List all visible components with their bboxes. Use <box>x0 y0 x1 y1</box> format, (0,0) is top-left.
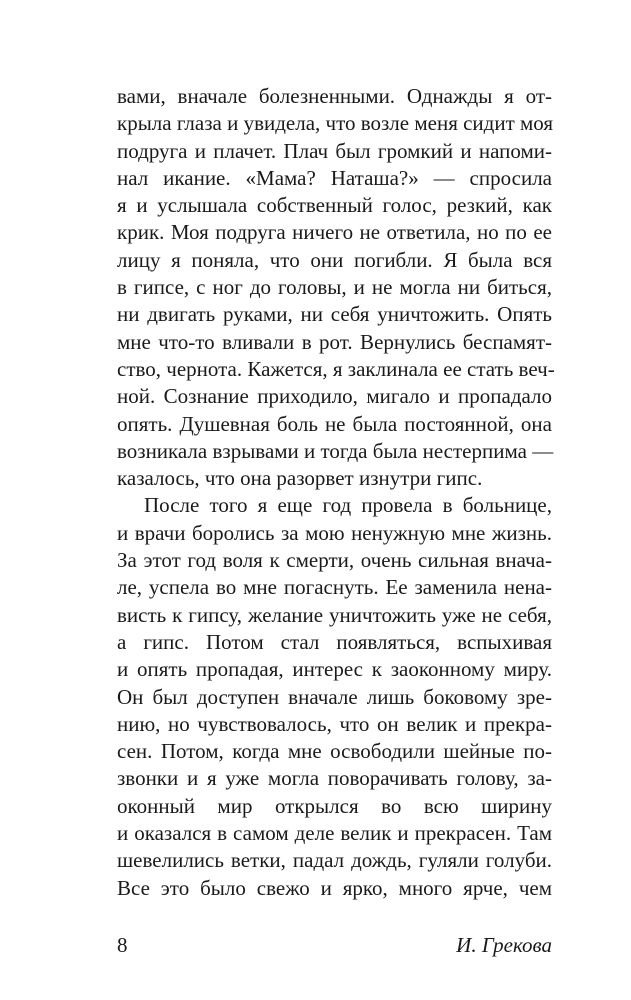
text-line: висть к гипсу, желание уничтожить уже не себя, <box>117 602 552 627</box>
text-line: нию, но чувствовалось, что он велик и прекра- <box>117 711 552 736</box>
page-footer <box>117 931 552 959</box>
text-line: нал икание. «Мама? Наташа?» — спросила <box>117 165 552 190</box>
paragraph <box>117 83 555 492</box>
text-line: вами, вначале болезненными. Однажды я от- <box>117 84 552 108</box>
text-line: крыла глаза и увидела, что возле меня сидит моя <box>117 111 554 136</box>
text-line: в гипсе, с ног до головы, и не могла ни биться, <box>117 275 552 300</box>
text-line: ни двигать руками, ни себя уничтожить. Опять <box>117 302 552 327</box>
text-line: возникала взрывами и тогда была нестерпима — <box>117 438 554 463</box>
text-line: и оказался в самом деле велик и прекрасен. Там <box>117 821 552 846</box>
body-text <box>117 83 555 902</box>
text-line: шевелились ветки, падал дождь, гуляли голуби. <box>117 848 552 873</box>
paragraph <box>117 492 552 901</box>
text-line: казалось, что она разорвет изнутри гипс. <box>117 466 483 491</box>
text-line: мне что-то вливали в рот. Вернулись беспамят- <box>117 329 552 354</box>
text-line: ной. Сознание приходило, мигало и пропадало <box>117 384 552 409</box>
running-author: И. Грекова <box>456 933 552 957</box>
text-line: крик. Моя подруга ничего не ответила, но по ее <box>117 220 552 245</box>
text-line: опять. Душевная боль не была постоянной, она <box>117 411 552 436</box>
text-line: лицу я поняла, что они погибли. Я была вся <box>117 247 552 272</box>
page-number: 8 <box>117 933 128 957</box>
text-line: и врачи боролись за мою ненужную мне жизнь. <box>117 520 552 545</box>
text-line: Он был доступен вначале лишь боковому зре- <box>117 684 552 709</box>
text-line: За этот год воля к смерти, очень сильная внача- <box>117 548 552 573</box>
text-line: После того я еще год провела в больнице, <box>144 493 552 518</box>
text-line: сен. Потом, когда мне освободили шейные по- <box>117 739 552 764</box>
text-line: подруга и плачет. Плач был громкий и напоми- <box>117 138 552 163</box>
text-line: оконный мир открылся во всю ширину <box>117 793 552 818</box>
text-line: и опять пропадая, интерес к заоконному миру. <box>117 657 552 682</box>
text-line: Все это было свежо и ярко, много ярче, чем <box>117 875 552 900</box>
text-line: ство, чернота. Кажется, я заклинала ее стать веч- <box>117 356 555 381</box>
text-line: звонки и я уже могла поворачивать голову, за- <box>117 766 552 791</box>
text-line: ле, успела во мне погаснуть. Ее заменила нена- <box>117 575 552 600</box>
text-line: я и услышала собственный голос, резкий, как <box>117 193 552 218</box>
text-line: а гипс. Потом стал появляться, вспыхивая <box>117 629 552 654</box>
